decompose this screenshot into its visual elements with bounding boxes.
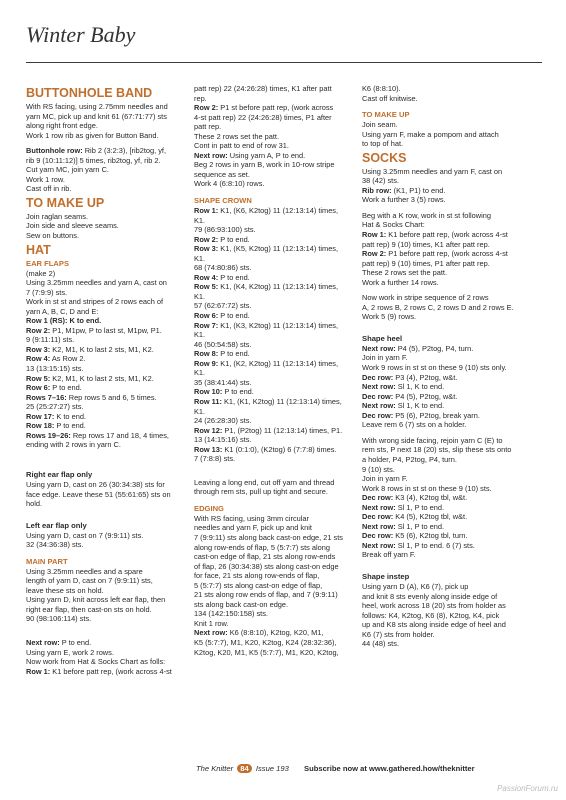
instruction-line: Join side and sleeve seams. bbox=[26, 221, 119, 231]
instruction-line: leave these sts on hold. bbox=[26, 585, 104, 595]
instruction-line: Knit 1 row. bbox=[194, 618, 229, 628]
instruction-line: Next row: Sl 1, K to end. bbox=[362, 401, 445, 411]
instruction-line: 4-st patt rep) 22 (24:26:28) times, P1 after bbox=[194, 112, 332, 122]
instruction-line: Row 5: K1, (K4, K2tog) 11 (12:13:14) times, bbox=[194, 282, 339, 292]
instruction-line: Beg 2 rows in yarn B, work in 10-row stripe bbox=[194, 160, 335, 170]
instruction-line: Next row: P to end. bbox=[26, 637, 92, 647]
instruction-line: Row 13: K1 (0:1:0), (K2tog) 6 (7:7:8) times. bbox=[194, 444, 337, 454]
instruction-line: sts along back cast-on edge. bbox=[194, 599, 289, 609]
instruction-line: 90 (98:106:114) sts. bbox=[26, 614, 92, 624]
instruction-line: rem sts, P next 18 (20) sts, slip these sts onto bbox=[362, 445, 512, 455]
footer-subscribe[interactable]: Subscribe now at www.gathered.how/theknitter bbox=[304, 764, 475, 773]
instruction-line: Using 3.25mm needles and yarn F, cast on bbox=[362, 166, 503, 176]
instruction-line: K5 (5:7:7), M1, K20, K2tog, K24 (28:32:36), bbox=[194, 637, 337, 647]
page-title: Winter Baby bbox=[26, 22, 136, 47]
instruction-line: Using yarn D, cast on 26 (30:34:38) sts for bbox=[26, 479, 165, 489]
instruction-line: K6 (7) sts from holder. bbox=[362, 629, 435, 639]
instruction-line: yarn A, B, C, D and E: bbox=[26, 306, 99, 316]
instruction-line: Join in yarn F. bbox=[362, 353, 408, 363]
instruction-line: yarn MC, pick up and knit 61 (67:71:77) sts bbox=[26, 111, 167, 121]
instruction-line: Row 1: K1 before patt rep, (work across 4-st bbox=[26, 666, 172, 676]
instruction-line: K1. bbox=[194, 291, 206, 301]
footer-issue bbox=[196, 764, 289, 773]
instruction-line: follows: K4, K2tog, K6 (8), K2tog, K4, pick bbox=[362, 610, 500, 620]
subsection-heading: Right ear flap only bbox=[26, 469, 93, 479]
instruction-line: Dec row: P5 (6), P2tog, break yarn. bbox=[362, 410, 480, 420]
instruction-line: Row 2: P1 st before patt rep, (work across bbox=[194, 103, 334, 113]
column-2 bbox=[194, 84, 360, 657]
instruction-line: 21 sts along row ends of flap, and 7 (9:9:11) bbox=[194, 590, 338, 600]
instruction-line: K1. bbox=[194, 368, 206, 378]
instruction-line: Dec row: P4 (5), P2tog, w&t. bbox=[362, 391, 458, 401]
instruction-line: Row 10: P to end. bbox=[194, 387, 254, 397]
instruction-line: rib 9 (10:11:12)] 5 times, rib2tog, yf, rib 2. bbox=[26, 155, 161, 165]
instruction-line: Work 1 row rib as given for Button Band. bbox=[26, 130, 159, 140]
instruction-line: Row 3: K1, (K5, K2tog) 11 (12:13:14) times, bbox=[194, 244, 339, 254]
instruction-line: 57 (62:67:72) sts. bbox=[194, 301, 252, 311]
instruction-line: With RS facing, using 3mm circular bbox=[194, 513, 309, 523]
spacer bbox=[194, 497, 360, 503]
instruction-line: Row 2: P to end. bbox=[194, 234, 250, 244]
header-divider bbox=[26, 62, 542, 63]
instruction-line: Work a further 3 (5) rows. bbox=[362, 195, 446, 205]
spacer bbox=[26, 450, 192, 464]
instruction-line: Now work in stripe sequence of 2 rows bbox=[362, 293, 489, 303]
instruction-line: patt rep) 22 (24:26:28) times, K1 after patt bbox=[194, 84, 332, 93]
instruction-line: Buttonhole row: Rib 2 (3:2:3), [rib2tog, yf, bbox=[26, 146, 167, 156]
instruction-line: 13 (13:15:15) sts. bbox=[26, 364, 84, 374]
instruction-line: patt rep. bbox=[194, 122, 222, 132]
subheading: MAIN PART bbox=[26, 556, 68, 566]
instruction-line: Using yarn D (A), K6 (7), pick up bbox=[362, 581, 469, 591]
instruction-line: patt rep) 9 (10) times, P1 after patt rep. bbox=[362, 258, 490, 268]
instruction-line: K1. bbox=[194, 406, 206, 416]
instruction-line: Work 1 row. bbox=[26, 174, 65, 184]
instruction-line: hold. bbox=[26, 499, 43, 509]
instruction-line: 9 (9:11:11) sts. bbox=[26, 335, 75, 345]
instruction-line: 134 (142:150:158) sts. bbox=[194, 609, 268, 619]
instruction-line: Row 3: K2, M1, K to last 2 sts, M1, K2. bbox=[26, 344, 154, 354]
instruction-line: Next row: Sl 1, P to end. bbox=[362, 521, 445, 531]
footer-issue-number: Issue 193 bbox=[255, 764, 289, 773]
footer-magazine: The Knitter bbox=[196, 764, 234, 773]
spacer bbox=[362, 560, 528, 566]
instruction-line: K1. bbox=[194, 330, 206, 340]
instruction-line: Using 3.25mm needles and a spare bbox=[26, 566, 143, 576]
instruction-line: Next row: P4 (5), P2tog, P4, turn. bbox=[362, 343, 474, 353]
instruction-line: Next row: Sl 1, P to end. 6 (7) sts. bbox=[362, 540, 475, 550]
instruction-line: Row 2: P1 before patt rep, (work across 4-st bbox=[362, 249, 508, 259]
instruction-line: 25 (25:27:27) sts. bbox=[26, 402, 84, 412]
instruction-line: Beg with a K row, work in st st following bbox=[362, 210, 491, 220]
instruction-line: to top of hat. bbox=[362, 139, 404, 149]
instruction-line: Row 12: P1, (P2tog) 11 (12:13:14) times, P1. bbox=[194, 425, 343, 435]
column-3 bbox=[362, 84, 528, 649]
instruction-line: Row 4: P to end. bbox=[194, 272, 250, 282]
instruction-line: Using yarn D, knit across left ear flap, then bbox=[26, 595, 166, 605]
instruction-line: 9 (10) sts. bbox=[362, 464, 395, 474]
subheading: EAR FLAPS bbox=[26, 258, 70, 268]
instruction-line: Next row: K6 (8:8:10), K2tog, K20, M1, bbox=[194, 628, 324, 638]
instruction-line: K2tog, K20, M1, K5 (5:7:7), M1, K20, K2tog, bbox=[194, 647, 339, 657]
instruction-line: 5 (5:7:7) sts along cast-on edge of flap, bbox=[194, 580, 323, 590]
instruction-line: Join seam. bbox=[362, 120, 398, 130]
instruction-line: Row 2: P1, M1pw, P to last st, M1pw, P1. bbox=[26, 325, 162, 335]
instruction-line: Work 9 rows in st st on these 9 (10) sts only. bbox=[362, 363, 507, 373]
instruction-line: cast-on edge of flap, 21 sts along row-ends bbox=[194, 552, 336, 562]
instruction-line: 32 (34:36:38) sts. bbox=[26, 540, 84, 550]
instruction-line: up and K8 sts along inside edge of heel and bbox=[362, 620, 506, 630]
subheading: SHAPE CROWN bbox=[194, 196, 252, 206]
instruction-line: Work in st st and stripes of 2 rows each of bbox=[26, 297, 164, 307]
instruction-line: Rows 19–26: Rep rows 17 and 18, 4 times, bbox=[26, 430, 169, 440]
instruction-line: Using yarn E, work 2 rows. bbox=[26, 647, 114, 657]
section-heading: SOCKS bbox=[362, 150, 407, 165]
instruction-line: Break off yarn F. bbox=[362, 550, 416, 560]
instruction-line: Sew on buttons. bbox=[26, 231, 80, 241]
instruction-line: Cont in patt to end of row 31. bbox=[194, 141, 289, 151]
instruction-line: Row 5: K2, M1, K to last 2 sts, M1, K2. bbox=[26, 373, 154, 383]
instruction-line: Dec row: K5 (6), K2tog tbl, turn. bbox=[362, 531, 468, 541]
instruction-line: These 2 rows set the patt. bbox=[194, 131, 280, 141]
instruction-line: Row 17: K to end. bbox=[26, 411, 86, 421]
instruction-line: K1. bbox=[194, 253, 206, 263]
instruction-line: Rows 7–16: Rep rows 5 and 6, 5 times. bbox=[26, 392, 157, 402]
section-heading: HAT bbox=[26, 242, 51, 257]
instruction-line: Row 18: P to end. bbox=[26, 421, 86, 431]
instruction-line: along right front edge. bbox=[26, 121, 98, 131]
spacer bbox=[26, 550, 192, 556]
subsection-heading: Shape heel bbox=[362, 333, 403, 343]
instruction-line: rep. bbox=[194, 93, 207, 103]
instruction-line: Dec row: P3 (4), P2tog, w&t. bbox=[362, 372, 458, 382]
instruction-line: patt rep) 9 (10) times, K1 after patt rep. bbox=[362, 239, 490, 249]
instruction-line: Work 5 (9) rows. bbox=[362, 312, 417, 322]
instruction-line: Using yarn D, cast on 7 (9:9:11) sts. bbox=[26, 530, 144, 540]
watermark: PassionForum.ru bbox=[497, 784, 558, 793]
instruction-line: 44 (48) sts. bbox=[362, 639, 399, 649]
instruction-line: 68 (74:80:86) sts. bbox=[194, 263, 252, 273]
instruction-line: of flap, 26 (30:34:38) sts along cast-on edge bbox=[194, 561, 339, 571]
instruction-line: Next row: Using yarn A, P to end. bbox=[194, 150, 306, 160]
instruction-line: 24 (26:28:30) sts. bbox=[194, 416, 252, 426]
instruction-line: Dec row: K4 (5), K2tog tbl, w&t. bbox=[362, 512, 468, 522]
spacer bbox=[194, 189, 360, 195]
instruction-line: length of yarn D, cast on 7 (9:9:11) sts, bbox=[26, 576, 153, 586]
instruction-line: 13 (14:15:16) sts. bbox=[194, 435, 252, 445]
instruction-line: Next row: Sl 1, K to end. bbox=[362, 382, 445, 392]
instruction-line: along row-ends of flap, 5 (5:7:7) sts along bbox=[194, 542, 330, 552]
instruction-line: Join in yarn F. bbox=[362, 474, 408, 484]
instruction-line: With RS facing, using 2.75mm needles and bbox=[26, 102, 168, 111]
instruction-line: Hat & Socks Chart: bbox=[362, 220, 425, 230]
instruction-line: face edge. Leave these 51 (55:61:65) sts on bbox=[26, 489, 171, 499]
instruction-line: Row 6: P to end. bbox=[194, 311, 250, 321]
instruction-line: through rem sts, pull up tight and secure. bbox=[194, 487, 328, 497]
instruction-line: Row 1 (RS): K to end. bbox=[26, 316, 102, 326]
instruction-line: K1. bbox=[194, 215, 206, 225]
instruction-line: These 2 rows set the patt. bbox=[362, 268, 448, 278]
instruction-line: needles and yarn F, pick up and knit bbox=[194, 523, 312, 533]
instruction-line: Rib row: (K1, P1) to end. bbox=[362, 185, 446, 195]
spacer bbox=[26, 624, 192, 638]
instruction-line: 7 (9:9:11) sts along back cast-on edge, 21 sts bbox=[194, 532, 343, 542]
subsection-heading: Shape instep bbox=[362, 571, 410, 581]
section-heading: BUTTONHOLE BAND bbox=[26, 86, 153, 100]
instruction-line: (make 2) bbox=[26, 268, 56, 278]
instruction-line: sequence as set. bbox=[194, 169, 250, 179]
footer-page-number: 84 bbox=[237, 764, 251, 773]
instruction-line: 35 (38:41:44) sts. bbox=[194, 377, 252, 387]
instruction-line: Cast off in rib. bbox=[26, 184, 72, 194]
instruction-line: Row 8: P to end. bbox=[194, 349, 250, 359]
subheading: EDGING bbox=[194, 503, 224, 513]
spacer bbox=[362, 322, 528, 328]
instruction-line: and knit 8 sts evenly along inside edge of bbox=[362, 591, 498, 601]
instruction-line: Leaving a long end, cut off yarn and thread bbox=[194, 477, 335, 487]
instruction-line: Row 7: K1, (K3, K2tog) 11 (12:13:14) times, bbox=[194, 320, 339, 330]
instruction-line: Using yarn F, make a pompom and attach bbox=[362, 129, 499, 139]
instruction-line: 7 (7:9:9) sts. bbox=[26, 287, 68, 297]
instruction-line: Work a further 14 rows. bbox=[362, 277, 439, 287]
instruction-line: Row 11: K1, (K1, K2tog) 11 (12:13:14) times, bbox=[194, 396, 342, 406]
instruction-line: K6 (8:8:10). bbox=[362, 84, 401, 93]
instruction-line: right ear flap, then cast-on sts on hold. bbox=[26, 604, 152, 614]
section-heading: TO MAKE UP bbox=[26, 195, 105, 210]
instruction-line: Work 8 rows in st st on these 9 (10) sts. bbox=[362, 483, 492, 493]
instruction-line: Row 9: K1, (K2, K2tog) 11 (12:13:14) times, bbox=[194, 358, 339, 368]
instruction-line: for face, 21 sts along row-ends of flap, bbox=[194, 571, 320, 581]
instruction-line: Cut yarn MC, join yarn C. bbox=[26, 165, 109, 175]
instruction-line: Dec row: K3 (4), K2tog tbl, w&t. bbox=[362, 493, 468, 503]
instruction-line: a holder, P4, P2tog, P4, turn. bbox=[362, 454, 457, 464]
instruction-line: Row 4: As Row 2. bbox=[26, 354, 86, 364]
instruction-line: 7 (7:8:8) sts. bbox=[194, 454, 236, 464]
instruction-line: Leave rem 6 (7) sts on a holder. bbox=[362, 420, 467, 430]
subsection-heading: Left ear flap only bbox=[26, 520, 87, 530]
instruction-line: heel, work across 18 (20) sts from holder as bbox=[362, 601, 506, 611]
instruction-line: Using 3.25mm needles and yarn A, cast on bbox=[26, 278, 167, 288]
subheading: TO MAKE UP bbox=[362, 110, 410, 120]
instruction-line: 46 (50:54:58) sts. bbox=[194, 339, 252, 349]
instruction-line: Cast off knitwise. bbox=[362, 93, 418, 103]
instruction-line: Work 4 (6:8:10) rows. bbox=[194, 179, 265, 189]
instruction-line: ending with 2 rows in yarn C. bbox=[26, 440, 121, 450]
instruction-line: Next row: Sl 1, P to end. bbox=[362, 502, 445, 512]
instruction-line: 79 (86:93:100) sts. bbox=[194, 225, 256, 235]
instruction-line: With wrong side facing, rejoin yarn C (E) to bbox=[362, 435, 503, 445]
instruction-line: Row 6: P to end. bbox=[26, 383, 82, 393]
spacer bbox=[26, 509, 192, 515]
instruction-line: 38 (42) sts. bbox=[362, 176, 399, 186]
instruction-line: Row 1: K1, (K6, K2tog) 11 (12:13:14) times, bbox=[194, 206, 339, 216]
spacer bbox=[362, 103, 528, 109]
spacer bbox=[194, 464, 360, 478]
instruction-line: Join raglan seams. bbox=[26, 211, 89, 221]
instruction-line: A, 2 rows B, 2 rows C, 2 rows D and 2 rows E. bbox=[362, 302, 514, 312]
instruction-line: Row 1: K1 before patt rep, (work across 4-st bbox=[362, 230, 508, 240]
instruction-line: Now work from Hat & Socks Chart as folls: bbox=[26, 657, 166, 667]
column-1 bbox=[26, 84, 192, 676]
